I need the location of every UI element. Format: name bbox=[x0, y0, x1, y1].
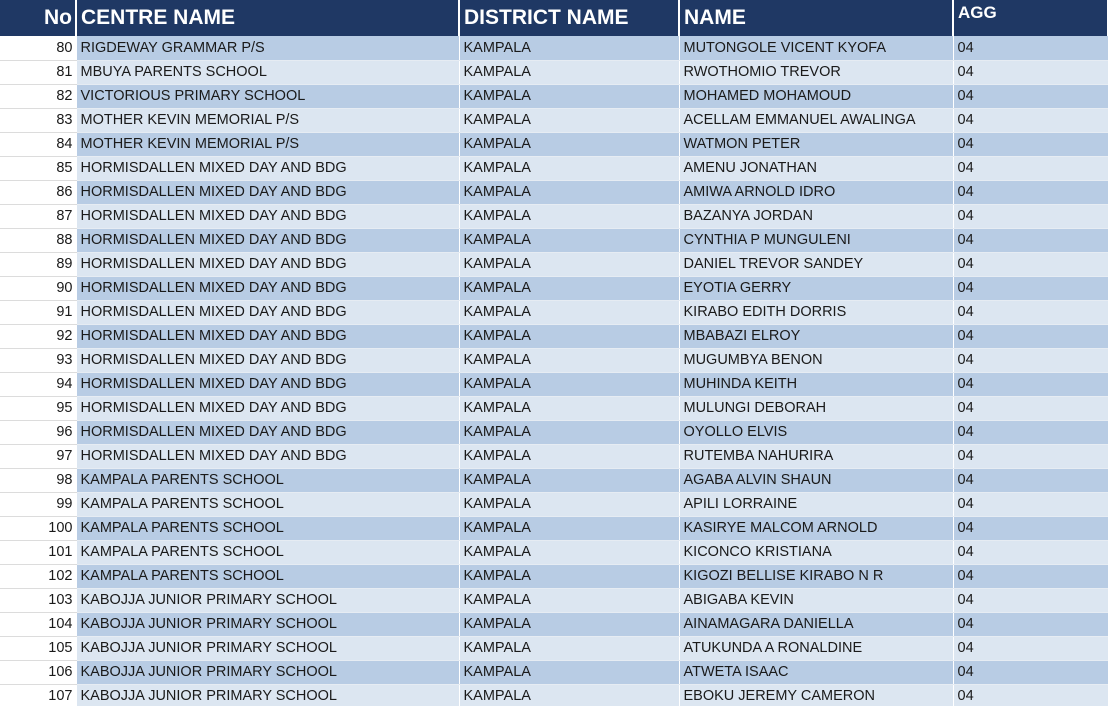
cell-district-name[interactable]: KAMPALA bbox=[459, 396, 679, 420]
table-row bbox=[0, 564, 1108, 588]
cell-centre-name[interactable]: HORMISDALLEN MIXED DAY AND BDG bbox=[76, 156, 459, 180]
cell-no[interactable]: 93 bbox=[0, 348, 76, 372]
cell-centre-name[interactable]: HORMISDALLEN MIXED DAY AND BDG bbox=[76, 324, 459, 348]
cell-no[interactable]: 105 bbox=[0, 636, 76, 660]
cell-district-name[interactable]: KAMPALA bbox=[459, 492, 679, 516]
cell-centre-name[interactable]: KAMPALA PARENTS SCHOOL bbox=[76, 564, 459, 588]
cell-name[interactable]: KICONCO KRISTIANA bbox=[679, 540, 953, 564]
cell-centre-name[interactable]: HORMISDALLEN MIXED DAY AND BDG bbox=[76, 228, 459, 252]
cell-centre-name[interactable]: HORMISDALLEN MIXED DAY AND BDG bbox=[76, 444, 459, 468]
cell-centre-name[interactable]: MOTHER KEVIN MEMORIAL P/S bbox=[76, 108, 459, 132]
cell-agg[interactable]: 04 bbox=[953, 492, 1108, 516]
cell-agg[interactable]: 04 bbox=[953, 180, 1108, 204]
cell-name[interactable]: RUTEMBA NAHURIRA bbox=[679, 444, 953, 468]
cell-no[interactable]: 81 bbox=[0, 60, 76, 84]
cell-agg[interactable]: 04 bbox=[953, 348, 1108, 372]
table-row bbox=[0, 660, 1108, 684]
table-row bbox=[0, 492, 1108, 516]
cell-agg[interactable]: 04 bbox=[953, 84, 1108, 108]
table-row bbox=[0, 36, 1108, 60]
cell-no[interactable]: 87 bbox=[0, 204, 76, 228]
cell-district-name[interactable]: KAMPALA bbox=[459, 276, 679, 300]
cell-no[interactable]: 89 bbox=[0, 252, 76, 276]
cell-agg[interactable]: 04 bbox=[953, 252, 1108, 276]
cell-no[interactable]: 99 bbox=[0, 492, 76, 516]
cell-district-name[interactable]: KAMPALA bbox=[459, 660, 679, 684]
cell-centre-name[interactable]: HORMISDALLEN MIXED DAY AND BDG bbox=[76, 252, 459, 276]
table-row bbox=[0, 132, 1108, 156]
cell-no[interactable]: 98 bbox=[0, 468, 76, 492]
cell-name[interactable]: ATWETA ISAAC bbox=[679, 660, 953, 684]
cell-district-name[interactable]: KAMPALA bbox=[459, 372, 679, 396]
cell-name[interactable]: APILI LORRAINE bbox=[679, 492, 953, 516]
cell-name[interactable]: KASIRYE MALCOM ARNOLD bbox=[679, 516, 953, 540]
cell-name[interactable]: MUTONGOLE VICENT KYOFA bbox=[679, 36, 953, 60]
cell-no[interactable]: 82 bbox=[0, 84, 76, 108]
cell-no[interactable]: 106 bbox=[0, 660, 76, 684]
cell-no[interactable]: 96 bbox=[0, 420, 76, 444]
cell-name[interactable]: MOHAMED MOHAMOUD bbox=[679, 84, 953, 108]
table-row bbox=[0, 468, 1108, 492]
cell-district-name[interactable]: KAMPALA bbox=[459, 156, 679, 180]
cell-district-name[interactable]: KAMPALA bbox=[459, 444, 679, 468]
header-row bbox=[0, 0, 1108, 36]
table-row bbox=[0, 420, 1108, 444]
cell-agg[interactable]: 04 bbox=[953, 60, 1108, 84]
cell-centre-name[interactable]: HORMISDALLEN MIXED DAY AND BDG bbox=[76, 180, 459, 204]
cell-agg[interactable]: 04 bbox=[953, 132, 1108, 156]
cell-name[interactable]: EYOTIA GERRY bbox=[679, 276, 953, 300]
table-row bbox=[0, 684, 1108, 706]
cell-agg[interactable]: 04 bbox=[953, 108, 1108, 132]
cell-district-name[interactable]: KAMPALA bbox=[459, 300, 679, 324]
cell-no[interactable]: 86 bbox=[0, 180, 76, 204]
column-header-no[interactable]: No bbox=[0, 0, 76, 36]
cell-agg[interactable]: 04 bbox=[953, 588, 1108, 612]
cell-name[interactable]: AMENU JONATHAN bbox=[679, 156, 953, 180]
table-row bbox=[0, 180, 1108, 204]
cell-no[interactable]: 95 bbox=[0, 396, 76, 420]
cell-centre-name[interactable]: HORMISDALLEN MIXED DAY AND BDG bbox=[76, 420, 459, 444]
cell-agg[interactable]: 04 bbox=[953, 300, 1108, 324]
cell-no[interactable]: 103 bbox=[0, 588, 76, 612]
table-row bbox=[0, 612, 1108, 636]
cell-name[interactable]: MBABAZI ELROY bbox=[679, 324, 953, 348]
cell-district-name[interactable]: KAMPALA bbox=[459, 540, 679, 564]
cell-district-name[interactable]: KAMPALA bbox=[459, 84, 679, 108]
cell-agg[interactable]: 04 bbox=[953, 660, 1108, 684]
cell-centre-name[interactable]: KABOJJA JUNIOR PRIMARY SCHOOL bbox=[76, 660, 459, 684]
table-row bbox=[0, 252, 1108, 276]
table-row bbox=[0, 516, 1108, 540]
cell-district-name[interactable]: KAMPALA bbox=[459, 684, 679, 706]
cell-district-name[interactable]: KAMPALA bbox=[459, 348, 679, 372]
cell-centre-name[interactable]: RIGDEWAY GRAMMAR P/S bbox=[76, 36, 459, 60]
column-header-district-name[interactable]: DISTRICT NAME bbox=[459, 0, 679, 36]
cell-agg[interactable]: 04 bbox=[953, 228, 1108, 252]
cell-district-name[interactable]: KAMPALA bbox=[459, 636, 679, 660]
cell-centre-name[interactable]: KABOJJA JUNIOR PRIMARY SCHOOL bbox=[76, 684, 459, 706]
cell-agg[interactable]: 04 bbox=[953, 612, 1108, 636]
cell-agg[interactable]: 04 bbox=[953, 564, 1108, 588]
table-body bbox=[0, 36, 1108, 706]
cell-centre-name[interactable]: MOTHER KEVIN MEMORIAL P/S bbox=[76, 132, 459, 156]
cell-district-name[interactable]: KAMPALA bbox=[459, 204, 679, 228]
cell-name[interactable]: ATUKUNDA A RONALDINE bbox=[679, 636, 953, 660]
cell-agg[interactable]: 04 bbox=[953, 420, 1108, 444]
cell-district-name[interactable]: KAMPALA bbox=[459, 252, 679, 276]
cell-no[interactable]: 90 bbox=[0, 276, 76, 300]
table-row bbox=[0, 540, 1108, 564]
cell-no[interactable]: 88 bbox=[0, 228, 76, 252]
table-row bbox=[0, 108, 1108, 132]
column-header-name[interactable]: NAME bbox=[679, 0, 953, 36]
cell-no[interactable]: 97 bbox=[0, 444, 76, 468]
cell-agg[interactable]: 04 bbox=[953, 156, 1108, 180]
cell-district-name[interactable]: KAMPALA bbox=[459, 612, 679, 636]
cell-name[interactable]: CYNTHIA P MUNGULENI bbox=[679, 228, 953, 252]
cell-centre-name[interactable]: HORMISDALLEN MIXED DAY AND BDG bbox=[76, 348, 459, 372]
cell-name[interactable]: KIGOZI BELLISE KIRABO N R bbox=[679, 564, 953, 588]
cell-centre-name[interactable]: VICTORIOUS PRIMARY SCHOOL bbox=[76, 84, 459, 108]
cell-no[interactable]: 84 bbox=[0, 132, 76, 156]
table-row bbox=[0, 60, 1108, 84]
cell-no[interactable]: 91 bbox=[0, 300, 76, 324]
table-row bbox=[0, 348, 1108, 372]
cell-name[interactable]: MUHINDA KEITH bbox=[679, 372, 953, 396]
table-row bbox=[0, 588, 1108, 612]
cell-name[interactable]: AINAMAGARA DANIELLA bbox=[679, 612, 953, 636]
cell-agg[interactable]: 04 bbox=[953, 372, 1108, 396]
cell-no[interactable]: 100 bbox=[0, 516, 76, 540]
cell-agg[interactable]: 04 bbox=[953, 276, 1108, 300]
cell-agg[interactable]: 04 bbox=[953, 468, 1108, 492]
cell-agg[interactable]: 04 bbox=[953, 444, 1108, 468]
cell-district-name[interactable]: KAMPALA bbox=[459, 468, 679, 492]
cell-no[interactable]: 104 bbox=[0, 612, 76, 636]
cell-name[interactable]: AMIWA ARNOLD IDRO bbox=[679, 180, 953, 204]
cell-agg[interactable]: 04 bbox=[953, 36, 1108, 60]
cell-name[interactable]: ACELLAM EMMANUEL AWALINGA bbox=[679, 108, 953, 132]
cell-centre-name[interactable]: HORMISDALLEN MIXED DAY AND BDG bbox=[76, 396, 459, 420]
cell-centre-name[interactable]: KABOJJA JUNIOR PRIMARY SCHOOL bbox=[76, 636, 459, 660]
cell-agg[interactable]: 04 bbox=[953, 540, 1108, 564]
cell-centre-name[interactable]: KAMPALA PARENTS SCHOOL bbox=[76, 516, 459, 540]
table-header bbox=[0, 0, 1108, 36]
cell-name[interactable]: MULUNGI DEBORAH bbox=[679, 396, 953, 420]
cell-centre-name[interactable]: HORMISDALLEN MIXED DAY AND BDG bbox=[76, 300, 459, 324]
cell-centre-name[interactable]: KABOJJA JUNIOR PRIMARY SCHOOL bbox=[76, 612, 459, 636]
cell-name[interactable]: RWOTHOMIO TREVOR bbox=[679, 60, 953, 84]
cell-centre-name[interactable]: HORMISDALLEN MIXED DAY AND BDG bbox=[76, 372, 459, 396]
cell-no[interactable]: 80 bbox=[0, 36, 76, 60]
cell-district-name[interactable]: KAMPALA bbox=[459, 588, 679, 612]
table-row bbox=[0, 156, 1108, 180]
cell-district-name[interactable]: KAMPALA bbox=[459, 324, 679, 348]
cell-no[interactable]: 92 bbox=[0, 324, 76, 348]
cell-district-name[interactable]: KAMPALA bbox=[459, 420, 679, 444]
cell-agg[interactable]: 04 bbox=[953, 636, 1108, 660]
cell-centre-name[interactable]: KAMPALA PARENTS SCHOOL bbox=[76, 468, 459, 492]
cell-district-name[interactable]: KAMPALA bbox=[459, 132, 679, 156]
cell-district-name[interactable]: KAMPALA bbox=[459, 564, 679, 588]
cell-agg[interactable]: 04 bbox=[953, 324, 1108, 348]
cell-district-name[interactable]: KAMPALA bbox=[459, 228, 679, 252]
cell-no[interactable]: 83 bbox=[0, 108, 76, 132]
column-header-centre-name[interactable]: CENTRE NAME bbox=[76, 0, 459, 36]
cell-centre-name[interactable]: KAMPALA PARENTS SCHOOL bbox=[76, 492, 459, 516]
cell-centre-name[interactable]: KAMPALA PARENTS SCHOOL bbox=[76, 540, 459, 564]
table-row bbox=[0, 228, 1108, 252]
cell-name[interactable]: ABIGABA KEVIN bbox=[679, 588, 953, 612]
cell-centre-name[interactable]: HORMISDALLEN MIXED DAY AND BDG bbox=[76, 204, 459, 228]
cell-centre-name[interactable]: KABOJJA JUNIOR PRIMARY SCHOOL bbox=[76, 588, 459, 612]
cell-agg[interactable]: 04 bbox=[953, 516, 1108, 540]
table-row bbox=[0, 636, 1108, 660]
cell-agg[interactable]: 04 bbox=[953, 684, 1108, 706]
table-row bbox=[0, 204, 1108, 228]
cell-no[interactable]: 94 bbox=[0, 372, 76, 396]
cell-name[interactable]: BAZANYA JORDAN bbox=[679, 204, 953, 228]
cell-name[interactable]: EBOKU JEREMY CAMERON bbox=[679, 684, 953, 706]
table-row bbox=[0, 300, 1108, 324]
table-row bbox=[0, 396, 1108, 420]
cell-district-name[interactable]: KAMPALA bbox=[459, 516, 679, 540]
cell-district-name[interactable]: KAMPALA bbox=[459, 36, 679, 60]
cell-district-name[interactable]: KAMPALA bbox=[459, 60, 679, 84]
cell-name[interactable]: AGABA ALVIN SHAUN bbox=[679, 468, 953, 492]
cell-name[interactable]: KIRABO EDITH DORRIS bbox=[679, 300, 953, 324]
table-row bbox=[0, 276, 1108, 300]
cell-no[interactable]: 85 bbox=[0, 156, 76, 180]
cell-centre-name[interactable]: MBUYA PARENTS SCHOOL bbox=[76, 60, 459, 84]
cell-no[interactable]: 102 bbox=[0, 564, 76, 588]
table-row bbox=[0, 84, 1108, 108]
cell-name[interactable]: MUGUMBYA BENON bbox=[679, 348, 953, 372]
cell-name[interactable]: WATMON PETER bbox=[679, 132, 953, 156]
column-header-agg[interactable]: AGG bbox=[953, 0, 1108, 36]
cell-district-name[interactable]: KAMPALA bbox=[459, 108, 679, 132]
cell-district-name[interactable]: KAMPALA bbox=[459, 180, 679, 204]
cell-no[interactable]: 101 bbox=[0, 540, 76, 564]
cell-agg[interactable]: 04 bbox=[953, 204, 1108, 228]
cell-centre-name[interactable]: HORMISDALLEN MIXED DAY AND BDG bbox=[76, 276, 459, 300]
cell-name[interactable]: DANIEL TREVOR SANDEY bbox=[679, 252, 953, 276]
table-row bbox=[0, 444, 1108, 468]
cell-no[interactable]: 107 bbox=[0, 684, 76, 706]
cell-name[interactable]: OYOLLO ELVIS bbox=[679, 420, 953, 444]
cell-agg[interactable]: 04 bbox=[953, 396, 1108, 420]
table-row bbox=[0, 372, 1108, 396]
table-row bbox=[0, 324, 1108, 348]
